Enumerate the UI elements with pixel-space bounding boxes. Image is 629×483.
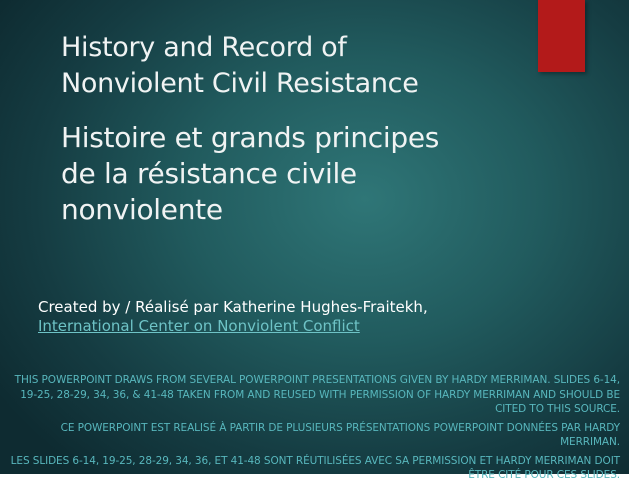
- title-french-line-1: Histoire et grands principes: [61, 121, 440, 154]
- red-accent-bar: [538, 0, 585, 72]
- source-note-french-1: CE POWERPOINT EST REALISÉ À PARTIR DE PLUSIEURS PRÉSENTATIONS POWERPOINT DONNÉES PAR HARDY MERRIMAN.: [60, 421, 620, 448]
- title-english-line-1: History and Record of: [61, 32, 347, 63]
- source-note-english: THIS POWERPOINT DRAWS FROM SEVERAL POWERPOINT PRESENTATIONS GIVEN BY HARDY MERRIMAN. SLIDES 6-14, 19-25, 28-29, 34, 36, & 41-48 TAKEN FROM AND REUSED WITH PERMISSION OF HARDY MERRIMAN AND SHOULD BE CITED TO THIS SOURCE.: [14, 374, 620, 415]
- slide-title: [61, 30, 531, 228]
- title-english-line-2: Nonviolent Civil Resistance: [61, 68, 419, 99]
- author-name: Created by / Réalisé par Katherine Hughes-Fraitekh,: [38, 298, 428, 316]
- author-credit: [38, 298, 598, 336]
- title-french-line-2: de la résistance civile: [61, 157, 357, 190]
- title-spacer: [61, 102, 531, 120]
- title-french-line-3: nonviolente: [61, 193, 223, 226]
- source-note-french-2: LES SLIDES 6-14, 19-25, 28-29, 34, 36, ET 41-48 SONT RÉUTILISÉES AVEC SA PERMISSION ET HARDY MERRIMAN DOIT ÊTRE CITÉ POUR CES SLIDES.: [10, 454, 620, 481]
- source-notes: [0, 373, 620, 483]
- organization-link[interactable]: International Center on Nonviolent Conflict: [38, 317, 360, 335]
